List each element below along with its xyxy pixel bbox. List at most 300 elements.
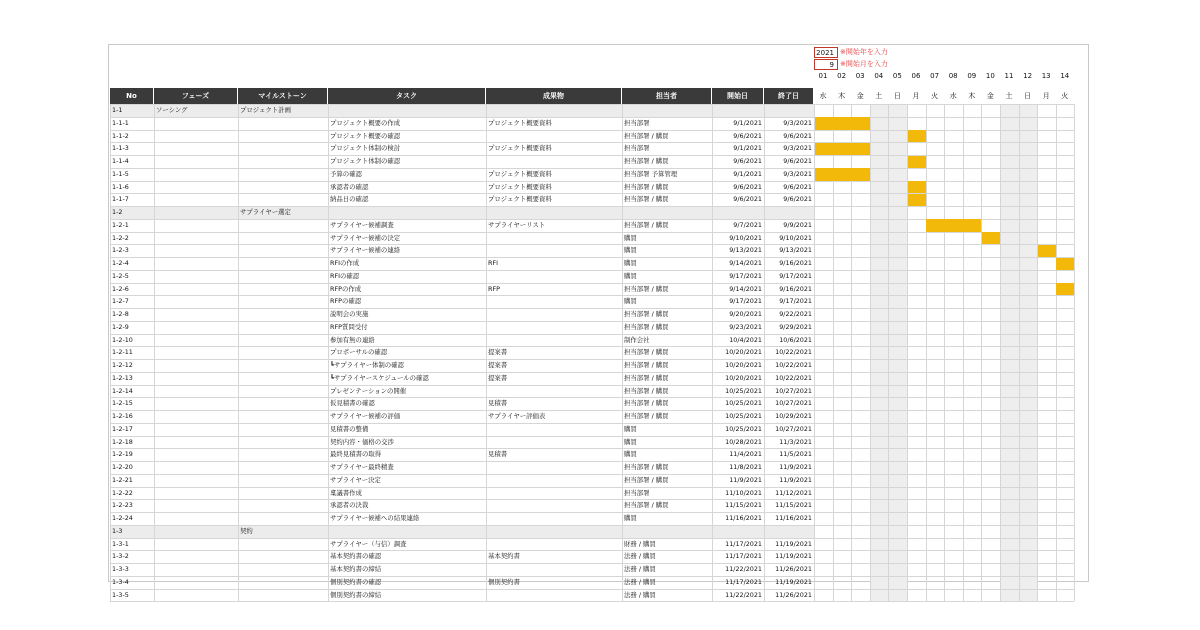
cell-task[interactable]: サプライヤー（与信）調査 (330, 539, 407, 548)
cell-task[interactable]: 個別契約書の確認 (330, 577, 382, 586)
cell-phase[interactable] (154, 130, 238, 143)
cell-deliverable[interactable] (486, 334, 622, 347)
cell-phase[interactable] (154, 397, 238, 410)
cell-milestone[interactable] (238, 589, 328, 602)
cell-phase[interactable] (154, 117, 238, 130)
cell-task[interactable]: 承認者の決裁 (330, 501, 369, 510)
cell-owner[interactable]: 担当部署 / 購買 (624, 131, 669, 140)
cell-task[interactable]: RFPの確認 (330, 297, 362, 306)
cell-no[interactable]: 1-3 (112, 526, 123, 535)
header-end[interactable]: 終了日 (764, 88, 813, 104)
cell-milestone[interactable] (238, 283, 328, 296)
cell-end[interactable]: 11/9/2021 (779, 475, 812, 484)
cell-deliverable[interactable] (486, 308, 622, 321)
cell-milestone[interactable] (238, 436, 328, 449)
cell-owner[interactable] (622, 525, 712, 538)
cell-start[interactable]: 9/6/2021 (733, 131, 762, 140)
cell-no[interactable]: 1-3-2 (112, 552, 129, 561)
cell-deliverable[interactable] (486, 512, 622, 525)
cell-no[interactable]: 1-1-6 (112, 182, 129, 191)
cell-deliverable[interactable] (486, 474, 622, 487)
cell-task[interactable]: 契約内容・価格の交渉 (330, 437, 394, 446)
cell-phase[interactable] (154, 410, 238, 423)
cell-no[interactable]: 1-2-6 (112, 284, 129, 293)
cell-milestone[interactable] (238, 512, 328, 525)
cell-deliverable[interactable]: プロジェクト概要資料 (488, 118, 552, 127)
cell-start[interactable]: 10/20/2021 (725, 361, 762, 369)
cell-start[interactable]: 11/10/2021 (725, 488, 762, 497)
cell-task[interactable]: RFP質問受付 (330, 322, 368, 331)
gantt-bar[interactable] (815, 117, 870, 129)
header-milestone[interactable]: マイルストーン (238, 88, 327, 104)
cell-task[interactable]: RFIの確認 (330, 271, 360, 280)
header-no[interactable]: No (110, 88, 153, 104)
cell-deliverable[interactable]: RFP (488, 284, 500, 293)
cell-end[interactable]: 9/6/2021 (783, 182, 812, 191)
cell-task[interactable]: 仮見積書の確認 (330, 399, 375, 408)
cell-deliverable[interactable]: 提案書 (488, 373, 508, 382)
cell-start[interactable]: 9/13/2021 (729, 246, 762, 255)
cell-end[interactable]: 10/27/2021 (775, 399, 812, 408)
cell-task[interactable]: 最終見積書の取得 (330, 450, 382, 459)
cell-owner[interactable]: 法務 / 購買 (624, 565, 656, 573)
cell-deliverable[interactable] (486, 525, 622, 538)
cell-phase[interactable] (154, 461, 238, 474)
cell-milestone[interactable] (238, 193, 328, 206)
cell-milestone[interactable] (238, 232, 328, 245)
cell-milestone[interactable] (238, 295, 328, 308)
cell-no[interactable]: 1-2-17 (112, 424, 133, 433)
cell-deliverable[interactable] (486, 487, 622, 500)
cell-no[interactable]: 1-2-5 (112, 271, 129, 280)
cell-owner[interactable]: 担当部署 / 購買 (624, 475, 669, 484)
cell-end[interactable]: 9/3/2021 (783, 118, 812, 127)
cell-end[interactable]: 10/6/2021 (779, 335, 812, 344)
cell-task[interactable]: 基本契約書の締結 (330, 565, 382, 573)
cell-end[interactable]: 11/19/2021 (775, 577, 812, 586)
cell-task[interactable]: サプライヤー候補への結果連絡 (330, 514, 420, 522)
cell-phase[interactable] (154, 181, 238, 194)
cell-task[interactable]: プロジェクト体制の検討 (330, 144, 401, 153)
cell-end[interactable]: 9/16/2021 (779, 259, 812, 267)
cell-owner[interactable] (622, 104, 712, 117)
cell-end[interactable]: 9/9/2021 (783, 220, 812, 229)
gantt-bar[interactable] (908, 181, 926, 193)
cell-owner[interactable]: 担当部署 / 購買 (624, 463, 669, 471)
cell-no[interactable]: 1-2-9 (112, 322, 129, 331)
cell-start[interactable] (712, 104, 764, 117)
cell-phase[interactable] (154, 487, 238, 500)
cell-milestone[interactable] (238, 321, 328, 334)
cell-no[interactable]: 1-3-5 (112, 590, 129, 599)
cell-deliverable[interactable] (486, 232, 622, 245)
cell-owner[interactable]: 担当部署 / 購買 (624, 182, 669, 191)
cell-deliverable[interactable]: プロジェクト概要資料 (488, 195, 552, 204)
cell-end[interactable]: 10/27/2021 (775, 424, 812, 433)
cell-start[interactable]: 10/28/2021 (725, 437, 762, 446)
cell-no[interactable]: 1-1-3 (112, 144, 129, 153)
cell-phase[interactable] (154, 589, 238, 602)
gantt-bar[interactable] (1038, 245, 1056, 257)
cell-owner[interactable]: 担当部署 (624, 144, 650, 153)
cell-end[interactable]: 11/19/2021 (775, 552, 812, 561)
gantt-bar[interactable] (815, 143, 870, 155)
cell-start[interactable]: 9/1/2021 (733, 144, 762, 153)
cell-milestone[interactable] (238, 538, 328, 551)
cell-start[interactable]: 9/6/2021 (733, 182, 762, 191)
cell-task[interactable]: 参加有無の連絡 (330, 335, 375, 344)
cell-no[interactable]: 1-2-22 (112, 488, 133, 497)
cell-owner[interactable]: 担当部署 予算管理 (624, 169, 678, 178)
cell-task[interactable]: サプライヤー候補の評価 (330, 412, 401, 420)
cell-deliverable[interactable] (486, 104, 622, 117)
cell-start[interactable]: 9/20/2021 (729, 310, 762, 318)
cell-start[interactable]: 9/23/2021 (729, 322, 762, 331)
cell-end[interactable]: 11/5/2021 (779, 450, 812, 459)
cell-owner[interactable]: 担当部署 / 購買 (624, 348, 669, 357)
cell-phase[interactable] (154, 206, 238, 219)
cell-start[interactable]: 11/4/2021 (729, 450, 762, 459)
cell-deliverable[interactable] (486, 321, 622, 334)
cell-deliverable[interactable] (486, 589, 622, 602)
cell-milestone[interactable] (238, 308, 328, 321)
cell-start[interactable]: 9/1/2021 (733, 118, 762, 127)
cell-task[interactable] (328, 104, 486, 117)
cell-task[interactable]: 納品日の確認 (330, 195, 369, 204)
start-year-input[interactable]: 2021 (814, 47, 838, 58)
cell-end[interactable]: 11/16/2021 (775, 514, 812, 522)
cell-start[interactable]: 11/22/2021 (725, 590, 762, 599)
cell-start[interactable]: 10/25/2021 (725, 412, 762, 420)
cell-milestone[interactable] (238, 563, 328, 576)
cell-milestone[interactable] (238, 117, 328, 130)
gantt-bar[interactable] (908, 156, 926, 168)
cell-end[interactable]: 10/27/2021 (775, 386, 812, 395)
cell-owner[interactable]: 担当部署 / 購買 (624, 399, 669, 408)
cell-end[interactable]: 10/22/2021 (775, 361, 812, 369)
cell-owner[interactable]: 担当部署 / 購買 (624, 220, 669, 229)
cell-start[interactable]: 11/17/2021 (725, 539, 762, 548)
cell-no[interactable]: 1-2-2 (112, 233, 129, 242)
cell-milestone[interactable] (238, 410, 328, 423)
header-start[interactable]: 開始日 (712, 88, 763, 104)
cell-owner[interactable]: 購買 (624, 437, 637, 446)
cell-milestone[interactable] (238, 397, 328, 410)
cell-owner[interactable]: 担当部署 / 購買 (624, 373, 669, 382)
header-owner[interactable]: 担当者 (622, 88, 711, 104)
cell-no[interactable]: 1-2-16 (112, 412, 133, 420)
cell-task[interactable]: プロジェクト体制の確認 (330, 157, 401, 165)
cell-task[interactable]: サプライヤー候補の連絡 (330, 246, 401, 255)
cell-end[interactable]: 10/22/2021 (775, 373, 812, 382)
cell-deliverable[interactable] (486, 385, 622, 398)
cell-phase[interactable] (154, 270, 238, 283)
cell-phase[interactable] (154, 295, 238, 308)
cell-deliverable[interactable] (486, 563, 622, 576)
cell-phase[interactable] (154, 359, 238, 372)
cell-phase[interactable] (154, 563, 238, 576)
cell-end[interactable]: 11/19/2021 (775, 539, 812, 548)
gantt-bar[interactable] (908, 194, 926, 206)
cell-deliverable[interactable]: 基本契約書 (488, 552, 520, 561)
cell-no[interactable]: 1-2-10 (112, 335, 133, 344)
cell-start[interactable]: 10/25/2021 (725, 424, 762, 433)
cell-start[interactable]: 9/14/2021 (729, 284, 762, 293)
cell-deliverable[interactable]: 見積書 (488, 450, 508, 459)
cell-milestone[interactable] (238, 499, 328, 512)
cell-milestone[interactable] (238, 487, 328, 500)
cell-task[interactable] (328, 206, 486, 219)
cell-deliverable[interactable] (486, 436, 622, 449)
cell-phase[interactable] (154, 155, 238, 168)
cell-deliverable[interactable]: RFI (488, 259, 499, 267)
cell-no[interactable]: 1-2-23 (112, 501, 133, 510)
cell-start[interactable]: 10/25/2021 (725, 386, 762, 395)
cell-phase[interactable] (154, 512, 238, 525)
cell-owner[interactable]: 担当部署 / 購買 (624, 501, 669, 510)
cell-phase[interactable]: ソーシング (156, 106, 188, 114)
cell-start[interactable]: 9/1/2021 (733, 169, 762, 178)
cell-phase[interactable] (154, 219, 238, 232)
cell-task[interactable]: 稟議書作成 (330, 488, 362, 497)
cell-no[interactable]: 1-2-19 (112, 450, 133, 459)
cell-milestone[interactable] (238, 270, 328, 283)
cell-milestone[interactable] (238, 474, 328, 487)
cell-start[interactable]: 9/6/2021 (733, 195, 762, 204)
cell-start[interactable]: 11/16/2021 (725, 514, 762, 522)
cell-end[interactable]: 9/22/2021 (779, 310, 812, 318)
cell-no[interactable]: 1-2-1 (112, 220, 129, 229)
cell-no[interactable]: 1-2-12 (112, 361, 133, 369)
cell-phase[interactable] (154, 308, 238, 321)
cell-deliverable[interactable]: 提案書 (488, 361, 508, 369)
cell-no[interactable]: 1-2-11 (112, 348, 133, 357)
cell-owner[interactable]: 購買 (624, 424, 637, 433)
cell-end[interactable]: 10/22/2021 (775, 348, 812, 357)
cell-phase[interactable] (154, 538, 238, 551)
cell-no[interactable]: 1-3-3 (112, 565, 129, 573)
cell-task[interactable]: プレゼンテーションの開催 (330, 386, 407, 395)
cell-deliverable[interactable] (486, 206, 622, 219)
cell-milestone[interactable] (238, 359, 328, 372)
cell-phase[interactable] (154, 423, 238, 436)
cell-milestone[interactable] (238, 168, 328, 181)
cell-end[interactable]: 9/10/2021 (779, 233, 812, 242)
cell-no[interactable]: 1-2-3 (112, 246, 129, 255)
cell-end[interactable]: 10/29/2021 (775, 412, 812, 420)
gantt-bar[interactable] (926, 219, 981, 231)
cell-phase[interactable] (154, 474, 238, 487)
cell-task[interactable]: プロポーサルの確認 (330, 348, 388, 357)
cell-milestone[interactable] (238, 181, 328, 194)
cell-start[interactable]: 11/17/2021 (725, 552, 762, 561)
cell-owner[interactable]: 担当部署 / 購買 (624, 386, 669, 395)
cell-end[interactable]: 9/3/2021 (783, 144, 812, 153)
cell-start[interactable]: 10/20/2021 (725, 348, 762, 357)
gantt-bar[interactable] (815, 168, 870, 180)
cell-end[interactable] (764, 104, 814, 117)
cell-phase[interactable] (154, 346, 238, 359)
cell-end[interactable]: 9/6/2021 (783, 131, 812, 140)
cell-milestone[interactable] (238, 461, 328, 474)
cell-owner[interactable]: 担当部署 / 購買 (624, 310, 669, 318)
cell-end[interactable]: 11/26/2021 (775, 590, 812, 599)
cell-owner[interactable]: 購買 (624, 514, 637, 522)
cell-task[interactable]: RFPの作成 (330, 284, 362, 293)
cell-end[interactable]: 11/3/2021 (779, 437, 812, 446)
cell-phase[interactable] (154, 372, 238, 385)
cell-task[interactable]: サプライヤー決定 (330, 475, 381, 484)
cell-owner[interactable]: 担当部署 / 購買 (624, 195, 669, 204)
cell-owner[interactable]: 担当部署 (624, 118, 650, 127)
cell-no[interactable]: 1-2 (112, 208, 123, 216)
cell-no[interactable]: 1-2-13 (112, 373, 133, 382)
cell-milestone[interactable] (238, 423, 328, 436)
cell-phase[interactable] (154, 142, 238, 155)
cell-deliverable[interactable]: プロジェクト概要資料 (488, 169, 552, 178)
cell-end[interactable]: 11/26/2021 (775, 565, 812, 573)
cell-task[interactable]: 承認者の確認 (330, 182, 369, 191)
start-month-input[interactable]: 9 (814, 59, 838, 70)
cell-end[interactable]: 11/12/2021 (775, 488, 812, 497)
cell-no[interactable]: 1-2-20 (112, 463, 133, 471)
cell-phase[interactable] (154, 321, 238, 334)
cell-owner[interactable]: 法務 / 購買 (624, 590, 656, 599)
cell-end[interactable]: 9/16/2021 (779, 284, 812, 293)
cell-phase[interactable] (154, 244, 238, 257)
gantt-bar[interactable] (982, 232, 1000, 244)
cell-owner[interactable]: 財務 / 購買 (624, 539, 656, 548)
cell-owner[interactable]: 担当部署 (624, 488, 650, 497)
cell-owner[interactable]: 購買 (624, 450, 637, 459)
cell-end[interactable]: 9/6/2021 (783, 195, 812, 204)
cell-milestone[interactable] (238, 448, 328, 461)
cell-owner[interactable]: 担当部署 / 購買 (624, 322, 669, 331)
cell-deliverable[interactable]: プロジェクト概要資料 (488, 182, 552, 191)
cell-start[interactable]: 9/17/2021 (729, 271, 762, 280)
cell-no[interactable]: 1-3-4 (112, 577, 129, 586)
cell-no[interactable]: 1-2-14 (112, 386, 133, 395)
cell-start[interactable]: 10/20/2021 (725, 373, 762, 382)
cell-phase[interactable] (154, 525, 238, 538)
cell-end[interactable]: 9/17/2021 (779, 271, 812, 280)
cell-start[interactable]: 10/25/2021 (725, 399, 762, 408)
cell-deliverable[interactable]: サプライヤー評価表 (488, 412, 546, 420)
cell-phase[interactable] (154, 385, 238, 398)
cell-phase[interactable] (154, 257, 238, 270)
cell-no[interactable]: 1-2-24 (112, 514, 133, 522)
cell-deliverable[interactable] (486, 130, 622, 143)
cell-no[interactable]: 1-2-15 (112, 399, 133, 408)
cell-task[interactable]: 見積書の整備 (330, 424, 369, 433)
cell-no[interactable]: 1-1-7 (112, 195, 129, 204)
cell-no[interactable]: 1-2-8 (112, 310, 129, 318)
cell-start[interactable]: 11/15/2021 (725, 501, 762, 510)
cell-deliverable[interactable] (486, 155, 622, 168)
cell-no[interactable]: 1-1-5 (112, 169, 129, 178)
cell-milestone[interactable]: サプライヤー選定 (240, 208, 291, 216)
cell-deliverable[interactable]: 提案書 (488, 348, 508, 357)
cell-owner[interactable]: 法務 / 購買 (624, 552, 656, 561)
gantt-bar[interactable] (1056, 283, 1074, 295)
cell-end[interactable]: 11/15/2021 (775, 501, 812, 510)
cell-task[interactable]: プロジェクト概要の確認 (330, 131, 401, 140)
cell-deliverable[interactable] (486, 499, 622, 512)
header-phase[interactable]: フェーズ (154, 88, 237, 104)
cell-owner[interactable] (622, 206, 712, 219)
cell-milestone[interactable] (238, 550, 328, 563)
cell-owner[interactable]: 購買 (624, 246, 637, 255)
cell-owner[interactable]: 購買 (624, 233, 637, 242)
cell-milestone[interactable] (238, 385, 328, 398)
cell-phase[interactable] (154, 168, 238, 181)
cell-deliverable[interactable] (486, 423, 622, 436)
cell-phase[interactable] (154, 499, 238, 512)
gantt-bar[interactable] (908, 130, 926, 142)
cell-end[interactable] (764, 206, 814, 219)
cell-phase[interactable] (154, 283, 238, 296)
cell-no[interactable]: 1-2-18 (112, 437, 133, 446)
cell-task[interactable]: 個別契約書の締結 (330, 590, 382, 599)
cell-no[interactable]: 1-3-1 (112, 539, 129, 548)
cell-phase[interactable] (154, 550, 238, 563)
cell-milestone[interactable] (238, 219, 328, 232)
cell-start[interactable]: 11/17/2021 (725, 577, 762, 586)
cell-phase[interactable] (154, 193, 238, 206)
cell-start[interactable]: 9/10/2021 (729, 233, 762, 242)
cell-start[interactable]: 11/9/2021 (729, 475, 762, 484)
cell-task[interactable]: プロジェクト概要の作成 (330, 118, 401, 127)
cell-deliverable[interactable] (486, 461, 622, 474)
cell-task[interactable]: サプライヤー候補の決定 (330, 233, 401, 242)
cell-owner[interactable]: 担当部署 / 購買 (624, 361, 669, 369)
cell-no[interactable]: 1-1-2 (112, 131, 129, 140)
cell-start[interactable]: 9/6/2021 (733, 157, 762, 165)
cell-task[interactable]: ┗サプライヤー体制の確認 (330, 361, 404, 369)
cell-deliverable[interactable]: 見積書 (488, 399, 508, 408)
cell-task[interactable]: ┗サプライヤースケジュールの確認 (330, 373, 429, 382)
cell-deliverable[interactable]: 個別契約書 (488, 577, 520, 586)
cell-owner[interactable]: 購買 (624, 259, 637, 267)
cell-task[interactable]: サプライヤー候補調査 (330, 220, 394, 229)
cell-deliverable[interactable]: サプライヤーリスト (488, 220, 546, 229)
cell-phase[interactable] (154, 334, 238, 347)
cell-phase[interactable] (154, 436, 238, 449)
cell-no[interactable]: 1-1-1 (112, 118, 129, 127)
cell-start[interactable]: 9/17/2021 (729, 297, 762, 306)
cell-milestone[interactable] (238, 257, 328, 270)
cell-phase[interactable] (154, 576, 238, 589)
header-deliverable[interactable]: 成果物 (486, 88, 621, 104)
cell-no[interactable]: 1-2-4 (112, 259, 129, 267)
cell-task[interactable]: RFIの作成 (330, 259, 360, 267)
cell-deliverable[interactable] (486, 270, 622, 283)
cell-phase[interactable] (154, 232, 238, 245)
cell-task[interactable]: 予算の確認 (330, 169, 362, 178)
cell-end[interactable]: 11/9/2021 (779, 463, 812, 471)
cell-deliverable[interactable] (486, 295, 622, 308)
cell-end[interactable]: 9/6/2021 (783, 157, 812, 165)
header-task[interactable]: タスク (328, 88, 485, 104)
cell-milestone[interactable] (238, 142, 328, 155)
cell-task[interactable]: サプライヤー最終精査 (330, 463, 394, 471)
cell-milestone[interactable] (238, 130, 328, 143)
cell-end[interactable]: 9/3/2021 (783, 169, 812, 178)
cell-start[interactable]: 9/7/2021 (733, 220, 762, 229)
cell-task[interactable]: 基本契約書の確認 (330, 552, 382, 561)
cell-no[interactable]: 1-2-21 (112, 475, 133, 484)
cell-no[interactable]: 1-2-7 (112, 297, 129, 306)
